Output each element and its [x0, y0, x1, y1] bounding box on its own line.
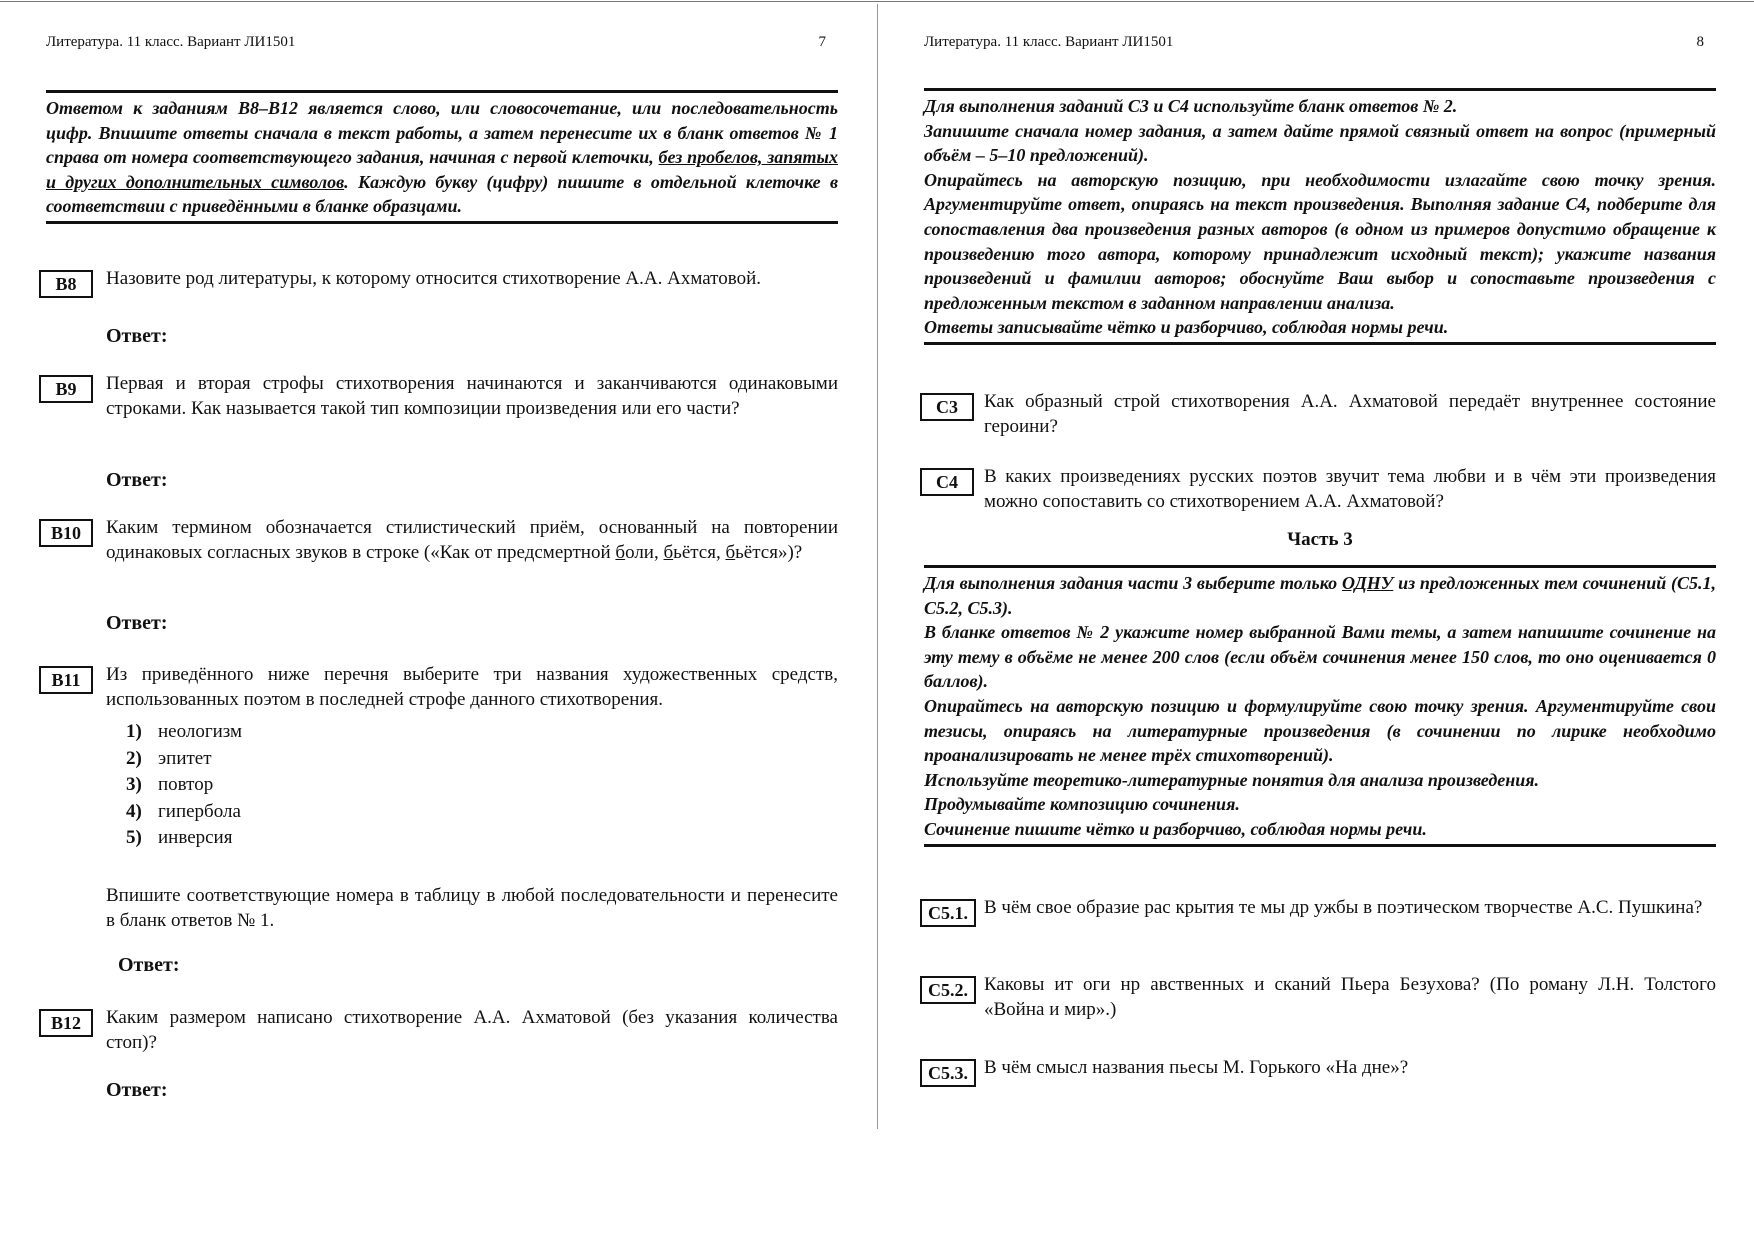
header-title: Литература. 11 класс. Вариант ЛИ1501	[924, 34, 1174, 50]
instruction-b8-b12	[46, 90, 838, 224]
instruction-line: Используйте теоретико-литературные понятия для анализа произведения.	[924, 769, 1540, 790]
option-number: 3)	[126, 774, 142, 795]
instruction-text: Для выполнения задания части 3 выберите только	[924, 573, 1342, 593]
task-code: С5.1.	[920, 899, 976, 927]
instruction-line: Опирайтесь на авторскую позицию и формулируйте свою точку зрения. Аргументируйте свои тезисы, опираясь на литературные произведения (в сочинении по лирике необходимо проанализировать не менее трёх стихотворений).	[924, 695, 1716, 766]
option-item	[126, 799, 242, 826]
answer-label: Ответ:	[118, 954, 180, 976]
answer-label: Ответ:	[106, 325, 168, 347]
task-question: Как образный строй стихотворения А.А. Ахматовой передаёт внутреннее состояние героини?	[984, 391, 1716, 437]
option-label: эпитет	[158, 747, 212, 769]
page-number: 8	[1696, 34, 1704, 50]
instruction-line: Для выполнения заданий С3 и С4 используйте бланк ответов № 2.	[924, 96, 1458, 116]
answer-label: Ответ:	[106, 1079, 168, 1101]
underlined-letter: б	[725, 542, 736, 563]
task-question	[106, 515, 838, 565]
instruction-line: Опирайтесь на авторскую позицию, при необходимости излагайте свою точку зрения. Аргументируйте ответ, опираясь на текст произведения. Выполняя задание С4, подберите для сопоставления два произведения разных авторов (в одном из примеров допустимо обращение к произведению того автора, которому принадлежит исходный текст); укажите названия произведений и фамилии авторов; обоснуйте Ваш выбор и сопоставьте произведения с предложенным текстом в заданном направлении анализа.	[924, 169, 1716, 313]
option-label: повтор	[158, 774, 214, 795]
task-question-text: Каким термином обозначается стилистический приём, основанный на повторении одинаковых согласных звуков в строке («Как от предсмертной	[106, 517, 838, 563]
task-question: В каких произведениях русских поэтов звучит тема любви и в чём эти произведения можно сопоставить со стихотворением А.А. Ахматовой?	[984, 466, 1716, 512]
part3-title: Часть 3	[1287, 529, 1353, 550]
instruction-line	[924, 571, 1716, 620]
task-question-text: ьётся»)?	[735, 542, 803, 563]
task-question: Назовите род литературы, к которому относится стихотворение А.А. Ахматовой.	[106, 268, 761, 289]
right-page	[924, 0, 1716, 1239]
left-page	[46, 0, 838, 1239]
instruction-line: Сочинение пишите чётко и разборчиво, соблюдая нормы речи.	[924, 818, 1427, 839]
instruction-line: Продумывайте композицию сочинения.	[924, 794, 1240, 815]
task-question-text: ьётся,	[673, 542, 726, 563]
task-code: В10	[39, 519, 93, 547]
task-code: В12	[39, 1009, 93, 1037]
header-title: Литература. 11 класс. Вариант ЛИ1501	[46, 34, 296, 50]
option-number: 5)	[126, 827, 142, 848]
option-label: гипербола	[158, 800, 241, 822]
instruction-text-b: . Каждую букву (цифру) пишите в отдельной клеточке в соответствии с приведёнными в бланке образцами.	[46, 171, 838, 217]
task-code: В11	[39, 666, 93, 694]
option-item	[126, 772, 242, 799]
task-question: Первая и вторая строфы стихотворения начинаются и заканчиваются одинаковыми строками. Как называется такой тип композиции произведения или его части?	[106, 373, 838, 419]
option-label: инверсия	[158, 827, 233, 848]
task-question: Из приведённого ниже перечня выберите три названия художественных средств, использованных поэтом в последней строфе данного стихотворения.	[106, 664, 838, 710]
option-item	[126, 746, 242, 773]
task-question: Каковы ит оги нр авственных и сканий Пьера Безухова? (По роману Л.Н. Толстого «Война и мир».)	[984, 974, 1716, 1020]
task-question: В чём смысл названия пьесы М. Горького «На дне»?	[984, 1057, 1409, 1078]
b11-options-list	[126, 719, 242, 852]
task-code: С3	[920, 393, 974, 421]
task-question: В чём свое образие рас крытия те мы др ужбы в поэтическом творчестве А.С. Пушкина?	[984, 897, 1703, 918]
instruction-underlined: без пробелов, запятых и других дополнительных символов	[46, 147, 838, 192]
option-number: 4)	[126, 800, 142, 822]
instruction-c3-c4	[924, 88, 1716, 345]
option-item	[126, 825, 242, 852]
page-header	[924, 34, 1716, 51]
underlined-letter: б	[615, 542, 626, 563]
page-spine-divider	[877, 4, 878, 1129]
task-question: Каким размером написано стихотворение А.А. Ахматовой (без указания количества стоп)?	[106, 1007, 838, 1053]
option-number: 2)	[126, 747, 142, 769]
instruction-line: Ответы записывайте чётко и разборчиво, соблюдая нормы речи.	[924, 317, 1449, 338]
task-code: В9	[39, 375, 93, 403]
instruction-underlined: ОДНУ	[1341, 573, 1394, 593]
b11-instruction-note: Впишите соответствующие номера в таблицу в любой последовательности и перенесите в бланк ответов № 1.	[106, 885, 838, 931]
instruction-line: Запишите сначала номер задания, а затем дайте прямой связный ответ на вопрос (примерный объём – 5–10 предложений).	[924, 120, 1716, 166]
task-code: В8	[39, 270, 93, 298]
task-code: С4	[920, 468, 974, 496]
instruction-text-a: Ответом к заданиям В8–В12 является слово, или словосочетание, или последовательность цифр. Впишите ответы сначала в текст работы, а затем перенесите их в бланк ответов № 1 справа от номера соответствующего задания, начиная с первой клеточки,	[46, 98, 838, 168]
task-code: С5.3.	[920, 1059, 976, 1087]
page-number: 7	[818, 34, 826, 50]
instruction-part3	[924, 565, 1716, 847]
option-number: 1)	[126, 721, 142, 742]
answer-label: Ответ:	[106, 612, 168, 634]
instruction-text: из предложенных тем сочинений (С5.1, С5.2, С5.3).	[924, 573, 1716, 618]
instruction-line: В бланке ответов № 2 укажите номер выбранной Вами темы, а затем напишите сочинение на эту тему в объёме не менее 200 слов (если объём сочинения менее 150 слов, то оно оценивается 0 баллов).	[924, 622, 1716, 692]
page-header	[46, 34, 838, 51]
underlined-letter: б	[663, 542, 674, 563]
answer-label: Ответ:	[106, 469, 168, 491]
task-question-text: оли,	[625, 542, 664, 563]
option-item	[126, 719, 242, 746]
option-label: неологизм	[158, 721, 243, 742]
task-code: С5.2.	[920, 976, 976, 1004]
